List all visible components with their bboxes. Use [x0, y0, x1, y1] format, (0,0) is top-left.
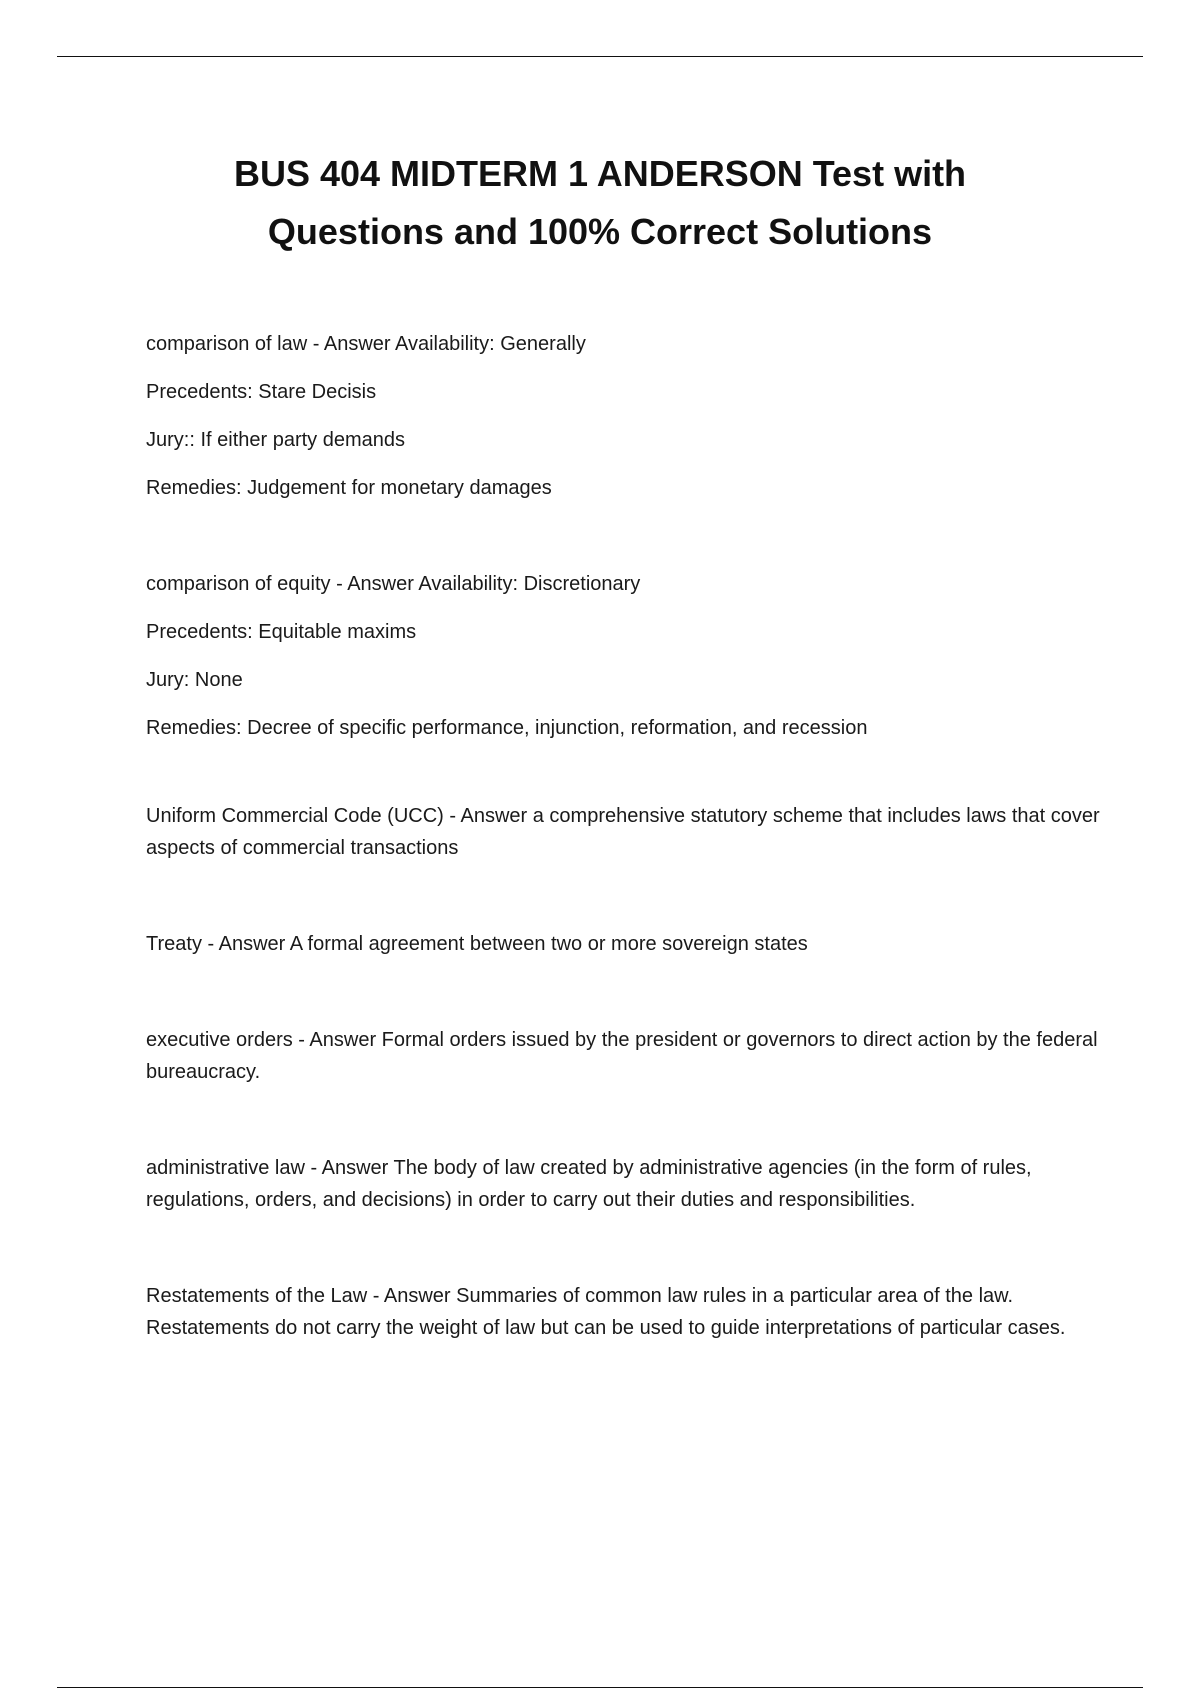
law-remedies: Remedies: Judgement for monetary damages	[146, 477, 552, 499]
law-comparison-block	[146, 328, 1106, 504]
equity-precedents: Precedents: Equitable maxims	[146, 621, 417, 643]
law-jury: Jury:: If either party demands	[146, 429, 406, 451]
title-line-1: BUS 404 MIDTERM 1 ANDERSON Test with	[233, 153, 967, 194]
entry-treaty: Treaty - Answer A formal agreement between two or more sovereign states	[146, 933, 808, 955]
title-line-2: Questions and 100% Correct Solutions	[267, 211, 933, 252]
entry-restatements: Restatements of the Law - Answer Summaries of common law rules in a particular area of the law. Restatements do not carry the weight of law but can be used to guide interpretations of particular cases.	[146, 1285, 1066, 1339]
entry-administrative-law: administrative law - Answer The body of law created by administrative agencies (in the form of rules, regulations, orders, and decisions) in order to carry out their duties and responsibilities.	[146, 1157, 1032, 1211]
equity-comparison-block	[146, 568, 1106, 744]
entry-ucc: Uniform Commercial Code (UCC) - Answer a comprehensive statutory scheme that includes laws that cover aspects of commercial transactions	[146, 805, 1100, 859]
law-precedents: Precedents: Stare Decisis	[146, 381, 377, 403]
document-title	[120, 145, 1080, 261]
equity-remedies: Remedies: Decree of specific performance, injunction, reformation, and recession	[146, 717, 868, 739]
equity-availability: comparison of equity - Answer Availability: Discretionary	[146, 573, 641, 595]
footer-rule	[57, 1687, 1143, 1688]
law-availability: comparison of law - Answer Availability: Generally	[146, 333, 586, 355]
equity-jury: Jury: None	[146, 669, 243, 691]
header-rule	[57, 56, 1143, 57]
entry-executive-orders: executive orders - Answer Formal orders issued by the president or governors to direct action by the federal bureaucracy.	[146, 1029, 1098, 1083]
document-body	[146, 328, 1106, 1344]
